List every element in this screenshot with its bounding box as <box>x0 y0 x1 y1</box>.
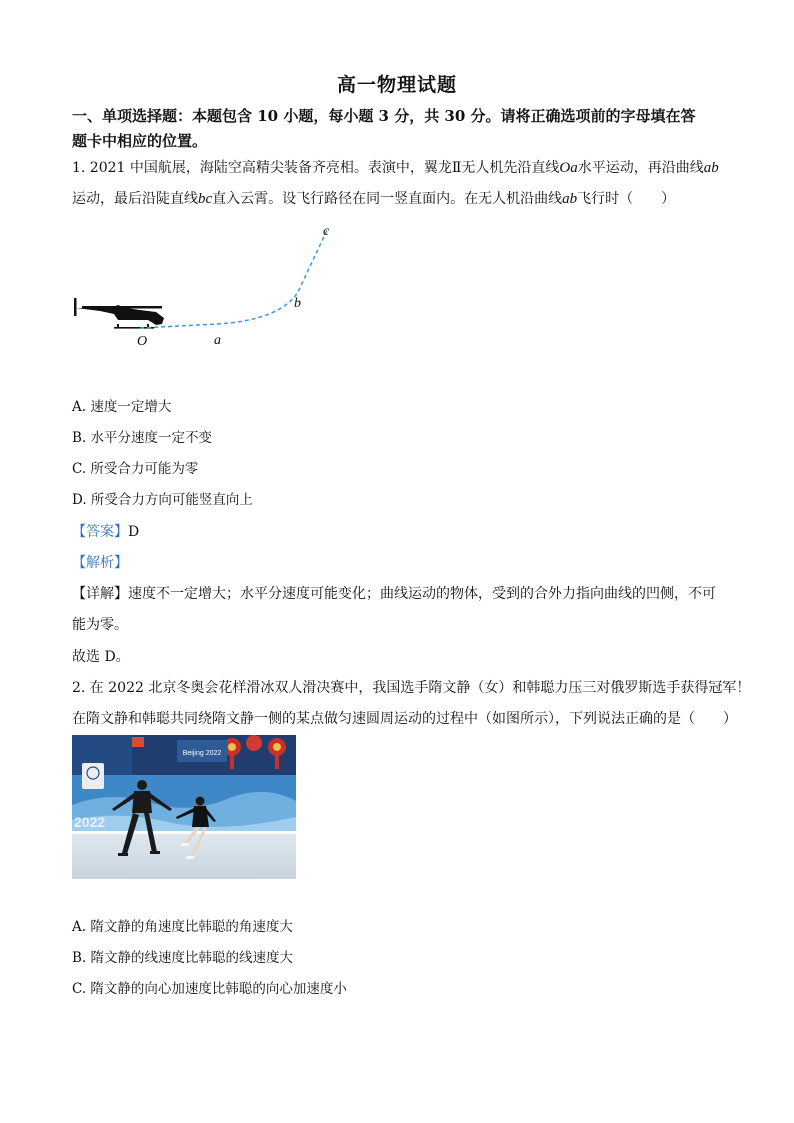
flight-path-curve <box>140 228 328 328</box>
fig-label-b: b <box>294 296 301 311</box>
q1-var-ab: ab <box>562 191 578 207</box>
q2-stem-line2: 在隋文静和韩聪共同绕隋文静一侧的某点做匀速圆周运动的过程中（如图所示），下列说法正确的是（ ） <box>72 711 737 727</box>
figure-skating-photo <box>72 735 296 879</box>
fig-label-a: a <box>214 333 221 348</box>
q1-var-bc: bc <box>198 191 213 207</box>
answer-tag: 【答案】 <box>72 524 128 540</box>
detail-text: 速度不一定增大；水平分速度可能变化；曲线运动的物体，受到的合外力指向曲线的凹侧，不可 <box>128 586 716 602</box>
detail-tag: 【详解】 <box>72 586 128 602</box>
q1-text: 水平运动，再沿曲线 <box>577 160 704 176</box>
q1-detail-line2: 能为零。 <box>72 617 128 633</box>
q2-option-c: C. 隋文静的向心加速度比韩聪的向心加速度小 <box>72 981 347 997</box>
q1-text: 飞行时（ ） <box>577 191 676 207</box>
analysis-tag: 【解析】 <box>72 555 128 571</box>
photo-year-text: 2022 <box>74 814 106 830</box>
q1-stem-line1 <box>72 158 732 178</box>
q1-detail-line1 <box>72 584 732 604</box>
q1-var-Oa: Oa <box>559 160 578 176</box>
q1-stem-line2 <box>72 189 732 209</box>
fig-label-c: c <box>323 224 330 239</box>
q1-answer <box>72 522 732 542</box>
q1-flight-path-figure <box>70 220 350 355</box>
q1-text: 1. 2021 中国航展，海陆空高精尖装备齐亮相。表演中，翼龙Ⅱ无人机先沿直线 <box>72 160 560 176</box>
q1-var-ab: ab <box>703 160 719 176</box>
q1-analysis <box>72 553 732 573</box>
fig-label-O: O <box>137 334 148 349</box>
page-title: 高一物理试题 <box>336 74 457 96</box>
q1-option-a: A. 速度一定增大 <box>72 399 172 415</box>
section-heading-line2: 题卡中相应的位置。 <box>72 132 208 150</box>
helicopter-icon <box>74 298 164 329</box>
q1-conclusion: 故选 D。 <box>72 649 130 665</box>
q1-option-d: D. 所受合力方向可能竖直向上 <box>72 492 253 508</box>
q2-stem-line1: 2. 在 2022 北京冬奥会花样滑冰双人滑决赛中，我国选手隋文静（女）和韩聪力压三对俄罗斯选手获得冠军！ <box>72 680 751 696</box>
q1-option-b: B. 水平分速度一定不变 <box>72 430 213 446</box>
q1-option-c: C. 所受合力可能为零 <box>72 461 199 477</box>
answer-value: D <box>128 524 140 540</box>
q2-option-a: A. 隋文静的角速度比韩聪的角速度大 <box>72 919 293 935</box>
q2-option-b: B. 隋文静的线速度比韩聪的线速度大 <box>72 950 294 966</box>
q1-text: 直入云霄。设飞行路径在同一竖直面内。在无人机沿曲线 <box>212 191 563 207</box>
photo-brand-text: Beijing 2022 <box>182 750 222 757</box>
section-heading-line1: 一、单项选择题：本题包含 10 小题，每小题 3 分，共 30 分。请将正确选项前的字母填在答 <box>72 107 696 125</box>
q1-text: 运动，最后沿陡直线 <box>72 191 198 207</box>
